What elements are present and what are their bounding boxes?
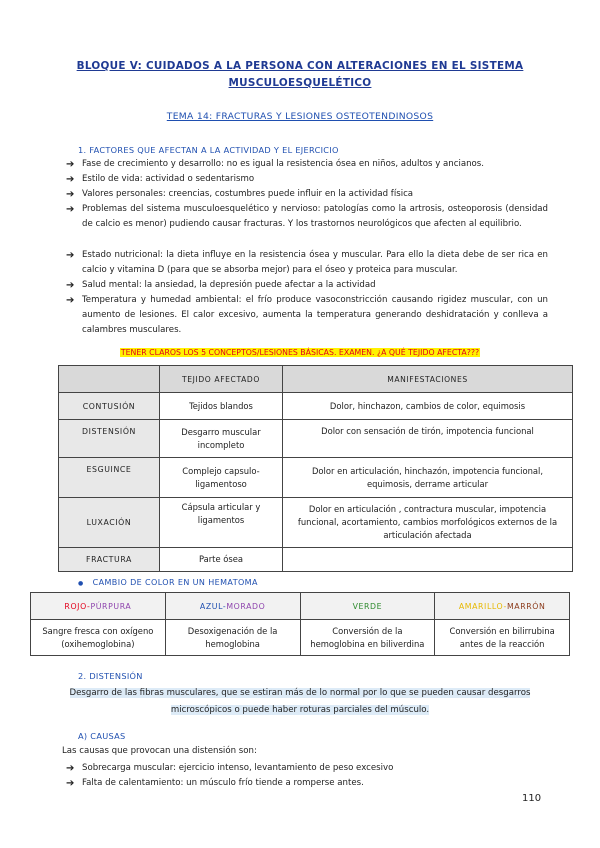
color-header: AMARILLO-MARRÓN [435,593,570,620]
arrow-icon: ➔ [66,295,75,306]
arrow-icon: ➔ [66,280,75,291]
bullet-dot-icon: ● [78,580,84,587]
lesions-table [58,365,573,572]
arrow-icon: ➔ [66,159,75,170]
arrow-icon: ➔ [66,204,75,215]
arrow-icon: ➔ [66,763,75,774]
exam-note: TENER CLAROS LOS 5 CONCEPTOS/LESIONES BÁSICAS. EXAMEN. ¿A QUÉ TEJIDO AFECTA??? [120,348,480,357]
list-item: ➔ Estilo de vida: actividad o sedentarismo [66,174,255,185]
title-line-2: MUSCULOESQUELÉTICO [228,77,372,89]
table-row [59,393,573,420]
document-title [60,58,540,92]
arrow-icon: ➔ [66,250,75,261]
signs-cell [283,548,573,572]
causes-subheading: A) CAUSAS [78,731,126,741]
lesion-label: CONTUSIÓN [59,393,160,420]
color-part-a: VERDE [352,601,383,611]
table-header-row [31,593,570,620]
hematoma-cell: Conversión de la hemoglobina en biliverdina [300,620,435,656]
color-header: AZUL-MORADO [165,593,300,620]
hematoma-cell: Conversión en bilirrubina antes de la reacción [435,620,570,656]
color-part-b: MARRÓN [506,601,546,611]
list-item: ➔ Problemas del sistema musculoesquelético y nervioso: patologías como la artrosis, osteoporosis (densidad de calcio es menor) pudiendo causar fracturas. Y los trastornos neurológicos que afecten al equilibrio. [66,204,548,229]
lesion-label: DISTENSIÓN [59,420,160,458]
color-part-a: AMARILLO [458,601,504,611]
list-item: ➔ Valores personales: creencias, costumbres puede influir en la actividad física [66,189,414,200]
hematoma-cell: Sangre fresca con oxígeno (oxihemoglobina) [31,620,166,656]
signs-cell: Dolor, hinchazon, cambios de color, equimosis [283,393,573,420]
table-row [59,498,573,548]
lesion-label: LUXACIÓN [59,498,160,548]
tissue-cell: Parte ósea [160,548,283,572]
color-header [300,593,435,620]
color-part-a: AZUL [199,601,223,611]
list-item: ➔ Sobrecarga muscular: ejercicio intenso, levantamiento de peso excesivo [66,763,394,774]
table-header-cell: TEJIDO AFECTADO [160,366,283,393]
list-item: ➔ Fase de crecimiento y desarrollo: no es igual la resistencia ósea en niños, adultos y ancianos. [66,159,485,170]
table-row [59,458,573,498]
arrow-icon: ➔ [66,189,75,200]
list-item: ➔ Temperatura y humedad ambiental: el frío produce vasoconstricción causando rigidez muscular, con un aumento de lesiones. El calor excesivo, aumenta la temperatura generando deshidratación y conlleva a calambres musculares. [66,295,548,335]
table-row [59,420,573,458]
title-line-1: BLOQUE V: CUIDADOS A LA PERSONA CON ALTERACIONES EN EL SISTEMA [76,60,524,72]
table-header-cell: MANIFESTACIONES [283,366,573,393]
signs-cell: Dolor en articulación, hinchazón, impotencia funcional, equimosis, derrame articular [283,458,573,498]
tissue-cell: Complejo capsulo-ligamentoso [160,458,283,498]
arrow-icon: ➔ [66,174,75,185]
section-2-heading: 2. DISTENSIÓN [78,671,143,681]
list-item: ➔ Falta de calentamiento: un músculo frío tiende a romperse antes. [66,778,364,789]
lesion-label: ESGUINCE [59,458,160,498]
lesion-label: FRACTURA [59,548,160,572]
distension-definition: Desgarro de las fibras musculares, que se estiran más de lo normal por lo que se pueden causar desgarros microscópicos o puede haber roturas parciales del músculo. [69,688,531,715]
tissue-cell: Tejidos blandos [160,393,283,420]
page-number: 110 [522,793,542,804]
list-item: ➔ Estado nutricional: la dieta influye en la resistencia ósea y muscular. Para ello la dieta debe de ser rica en calcio y vitamina D (para que se absorba mejor) para el óseo y proteica para muscular. [66,250,548,275]
section-1-heading: 1. FACTORES QUE AFECTAN A LA ACTIVIDAD Y EL EJERCICIO [78,145,339,155]
tissue-cell: Desgarro muscular incompleto [160,420,283,458]
color-header: ROJO-PÚRPURA [31,593,166,620]
causes-intro: Las causas que provocan una distensión son: [62,746,257,756]
hematoma-color-table [30,592,570,656]
arrow-icon: ➔ [66,778,75,789]
table-row [31,620,570,656]
table-header-cell [59,366,160,393]
color-part-a: ROJO [64,601,88,611]
color-part-b: MORADO [226,601,266,611]
hematoma-heading: ● CAMBIO DE COLOR EN UN HEMATOMA [78,578,258,587]
signs-cell: Dolor en articulación , contractura muscular, impotencia funcional, acortamiento, cambios morfológicos externos de la articulación afectada [283,498,573,548]
topic-title: TEMA 14: FRACTURAS Y LESIONES OSTEOTENDINOSOS [166,111,434,122]
hematoma-cell: Desoxigenación de la hemoglobina [165,620,300,656]
list-item: ➔ Salud mental: la ansiedad, la depresión puede afectar a la actividad [66,280,376,291]
table-header-row [59,366,573,393]
signs-cell: Dolor con sensación de tirón, impotencia funcional [283,420,573,458]
table-row [59,548,573,572]
tissue-cell: Cápsula articular y ligamentos [160,498,283,548]
color-part-b: PÚRPURA [90,601,132,611]
